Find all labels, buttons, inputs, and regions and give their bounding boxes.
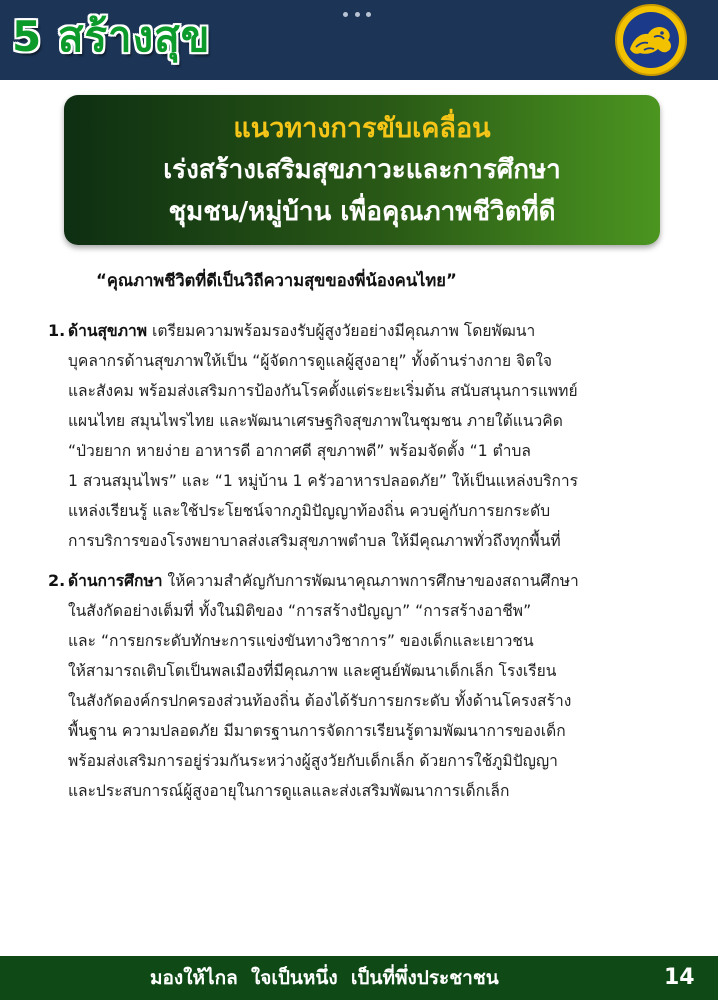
banner-heading: แนวทางการขับเคลื่อน [233, 113, 491, 144]
section-line: ในสังกัดอย่างเต็มที่ ทั้งในมิติของ “การสร้างปัญญา” “การสร้างอาชีพ” [68, 602, 532, 620]
section-line: และประสบการณ์ผู้สูงอายุในการดูแลและส่งเสริมพัฒนาการเด็กเล็ก [68, 782, 510, 800]
section-title: 5 สร้างสุข [12, 12, 211, 61]
title-banner [64, 95, 660, 245]
section-line: บุคลากรด้านสุขภาพให้เป็น “ผู้จัดการดูแลผู้สูงอายุ” ทั้งด้านร่างกาย จิตใจ [68, 352, 553, 370]
header-bar [0, 0, 718, 80]
motto-quote: “คุณภาพชีวิตที่ดีเป็นวิถีความสุขของพี่น้องคนไทย” [96, 271, 457, 290]
section-line: แผนไทย สมุนไพรไทย และพัฒนาเศรษฐกิจสุขภาพในชุมชน ภายใต้แนวคิด [68, 412, 563, 430]
section-line: และ “การยกระดับทักษะการแข่งขันทางวิชาการ” ของเด็กและเยาวชน [68, 632, 534, 650]
footer-bar [0, 956, 718, 1000]
section-first-line [68, 316, 535, 346]
section-heading: ด้านสุขภาพ [68, 322, 148, 340]
section-line: 1 สวนสมุนไพร” และ “1 หมู่บ้าน 1 ครัวอาหารปลอดภัย” ให้เป็นแหล่งบริการ [68, 472, 579, 490]
section-heading: ด้านการศึกษา [68, 572, 163, 590]
section-line: ในสังกัดองค์กรปกครองส่วนท้องถิ่น ต้องได้รับการยกระดับ ทั้งด้านโครงสร้าง [68, 692, 572, 710]
section-line: “ป่วยยาก หายง่าย อาหารดี อากาศดี สุขภาพดี” พร้อมจัดตั้ง “1 ตำบล [68, 442, 531, 460]
golden-lion-emblem-icon [614, 3, 688, 77]
page-number: 14 [664, 965, 695, 990]
section-text: เตรียมความพร้อมรองรับผู้สูงวัยอย่างมีคุณภาพ โดยพัฒนา [147, 322, 536, 340]
banner-subheading-2: ชุมชน/หมู่บ้าน เพื่อคุณภาพชีวิตที่ดี [168, 197, 556, 227]
section-line: การบริการของโรงพยาบาลส่งเสริมสุขภาพตำบล ให้มีคุณภาพทั่วถึงทุกพื้นที่ [68, 532, 561, 550]
section-line: ให้สามารถเติบโตเป็นพลเมืองที่มีคุณภาพ และศูนย์พัฒนาเด็กเล็ก โรงเรียน [68, 662, 557, 680]
section-line: แหล่งเรียนรู้ และใช้ประโยชน์จากภูมิปัญญาท้องถิ่น ควบคู่กับการยกระดับ [68, 502, 551, 520]
footer-slogan: มองให้ไกล ใจเป็นหนึ่ง เป็นที่พึ่งประชาชน [150, 967, 499, 989]
section-text: ให้ความสำคัญกับการพัฒนาคุณภาพการศึกษาของสถานศึกษา [162, 572, 579, 590]
section-line: พร้อมส่งเสริมการอยู่ร่วมกันระหว่างผู้สูงวัยกับเด็กเล็ก ด้วยการใช้ภูมิปัญญา [68, 752, 558, 770]
section-number: 2. [48, 571, 66, 590]
section-number: 1. [48, 321, 66, 340]
more-dots-icon[interactable] [343, 10, 371, 18]
section-line: พื้นฐาน ความปลอดภัย มีมาตรฐานการจัดการเรียนรู้ตามพัฒนาการของเด็ก [68, 722, 566, 740]
banner-subheading-1: เร่งสร้างเสริมสุขภาวะและการศึกษา [163, 155, 561, 185]
section-line: และสังคม พร้อมส่งเสริมการป้องกันโรคตั้งแต่ระยะเริ่มต้น สนับสนุนการแพทย์ [68, 382, 578, 400]
section-first-line [68, 566, 579, 596]
